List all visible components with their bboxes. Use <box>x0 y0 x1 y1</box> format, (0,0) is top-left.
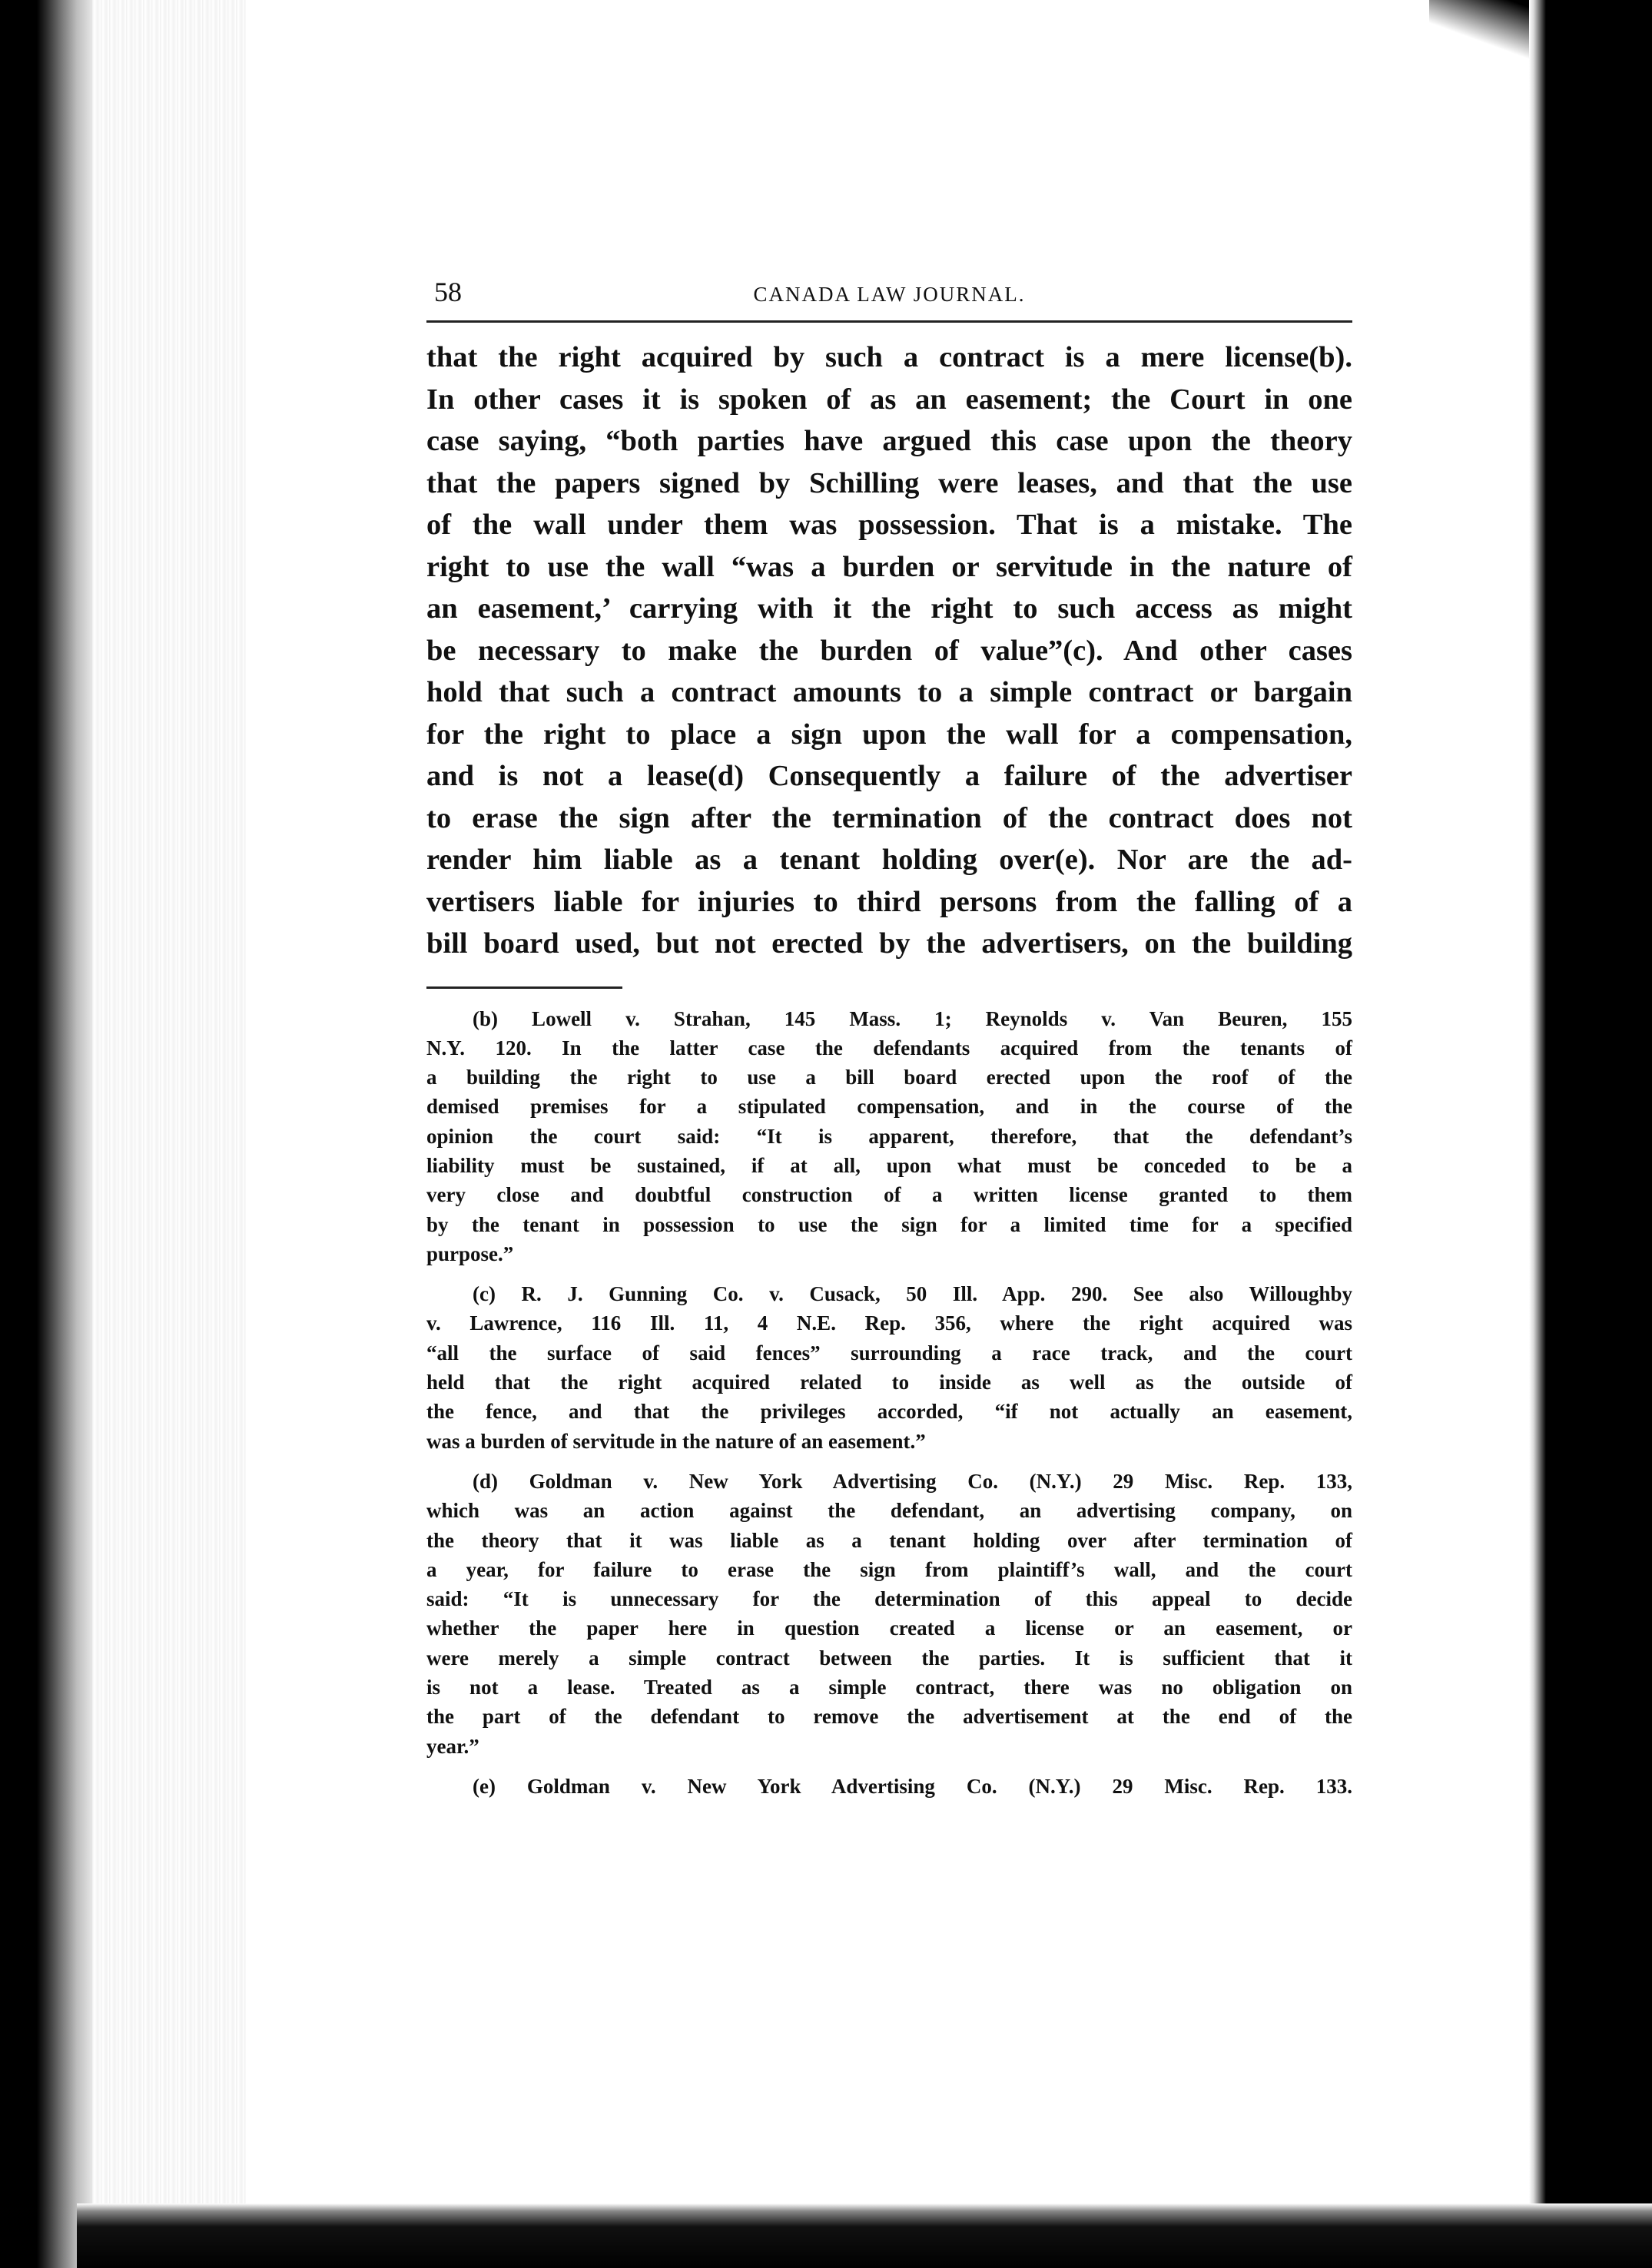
footnote-line: year.” <box>426 1734 479 1758</box>
body-text <box>426 337 1352 965</box>
footnote-line: demised premises for a stipulated compensation, and in the course of the <box>426 1095 1352 1119</box>
body-line: vertisers liable for injuries to third persons from the falling of a <box>426 885 1352 918</box>
footnote-line: N.Y. 120. In the latter case the defendants acquired from the tenants of <box>426 1036 1352 1059</box>
footnote-d <box>426 1467 1352 1761</box>
body-line: bill board used, but not erected by the advertisers, on the building <box>426 927 1352 960</box>
footnote-line: a building the right to use a bill board erected upon the roof of the <box>426 1066 1352 1089</box>
footnote-line: the fence, and that the privileges accorded, “if not actually an easement, <box>426 1400 1352 1424</box>
body-line: and is not a lease(d) Consequently a failure of the advertiser <box>426 760 1352 792</box>
body-line: hold that such a contract amounts to a simple contract or bargain <box>426 676 1352 708</box>
body-line: an easement,’ carrying with it the right to such access as might <box>426 592 1352 625</box>
footnote-line: “all the surface of said fences” surrounding a race track, and the court <box>426 1341 1352 1364</box>
footnote-line: were merely a simple contract between the parties. It is sufficient that it <box>426 1646 1352 1670</box>
footnote-line: held that the right acquired related to inside as well as the outside of <box>426 1371 1352 1394</box>
footnote-c <box>426 1279 1352 1456</box>
body-line: In other cases it is spoken of as an easement; the Court in one <box>426 383 1352 416</box>
footnote-line: a year, for failure to erase the sign from plaintiff’s wall, and the court <box>426 1557 1352 1581</box>
footnotes <box>426 1004 1352 1802</box>
footnote-b <box>426 1004 1352 1269</box>
body-line: be necessary to make the burden of value”(c). And other cases <box>426 634 1352 667</box>
running-head <box>426 273 1352 323</box>
footnote-line: liability must be sustained, if at all, upon what must be conceded to be a <box>426 1153 1352 1177</box>
footnote-line: (c) R. J. Gunning Co. v. Cusack, 50 Ill. App. 290. See also Willoughby <box>473 1282 1352 1306</box>
body-line: for the right to place a sign upon the wall for a compensation, <box>426 718 1352 751</box>
footnote-e <box>426 1772 1352 1801</box>
body-line: to erase the sign after the termination of the contract does not <box>426 801 1352 834</box>
body-line: that the papers signed by Schilling were leases, and that the use <box>426 466 1352 499</box>
footnote-line: is not a lease. Treated as a simple contract, there was no obligation on <box>426 1676 1352 1699</box>
footnote-line: the theory that it was liable as a tenant holding over after termination of <box>426 1528 1352 1552</box>
body-line: that the right acquired by such a contract is a mere license(b). <box>426 341 1352 373</box>
journal-page <box>426 273 1352 1812</box>
body-line: right to use the wall “was a burden or servitude in the nature of <box>426 550 1352 583</box>
footnote-line: which was an action against the defendant, an advertising company, on <box>426 1499 1352 1523</box>
body-line: render him liable as a tenant holding over(e). Nor are the ad- <box>426 844 1352 876</box>
footnote-divider <box>426 986 622 989</box>
footnote-line: opinion the court said: “It is apparent, therefore, that the defendant’s <box>426 1124 1352 1148</box>
body-line: case saying, “both parties have argued this case upon the theory <box>426 425 1352 457</box>
footnote-line: whether the paper here in question created a license or an easement, or <box>426 1616 1352 1640</box>
scan-gutter-texture <box>92 0 246 2268</box>
scan-binding-shadow <box>0 0 92 2268</box>
footnote-line: very close and doubtful construction of a written license granted to them <box>426 1183 1352 1207</box>
page-number: 58 <box>434 277 462 307</box>
footnote-line: the part of the defendant to remove the advertisement at the end of the <box>426 1705 1352 1729</box>
footnote-line: purpose.” <box>426 1242 514 1265</box>
footnote-line: (e) Goldman v. New York Advertising Co. (N.Y.) 29 Misc. Rep. 133. <box>473 1774 1352 1798</box>
footnote-line: v. Lawrence, 116 Ill. 11, 4 N.E. Rep. 356, where the right acquired was <box>426 1311 1352 1335</box>
footnote-line: said: “It is unnecessary for the determination of this appeal to decide <box>426 1587 1352 1611</box>
scan-bottom-edge <box>77 2203 1652 2268</box>
footnote-line: (d) Goldman v. New York Advertising Co. (N.Y.) 29 Misc. Rep. 133, <box>473 1469 1352 1493</box>
journal-title: CANADA LAW JOURNAL. <box>753 283 1026 306</box>
footnote-line: by the tenant in possession to use the sign for a limited time for a specified <box>426 1212 1352 1236</box>
footnote-line: (b) Lowell v. Strahan, 145 Mass. 1; Reynolds v. Van Beuren, 155 <box>473 1006 1352 1030</box>
body-line: of the wall under them was possession. That is a mistake. The <box>426 509 1352 541</box>
scan-right-edge <box>1529 0 1652 2268</box>
footnote-line: was a burden of servitude in the nature of an easement.” <box>426 1429 926 1453</box>
